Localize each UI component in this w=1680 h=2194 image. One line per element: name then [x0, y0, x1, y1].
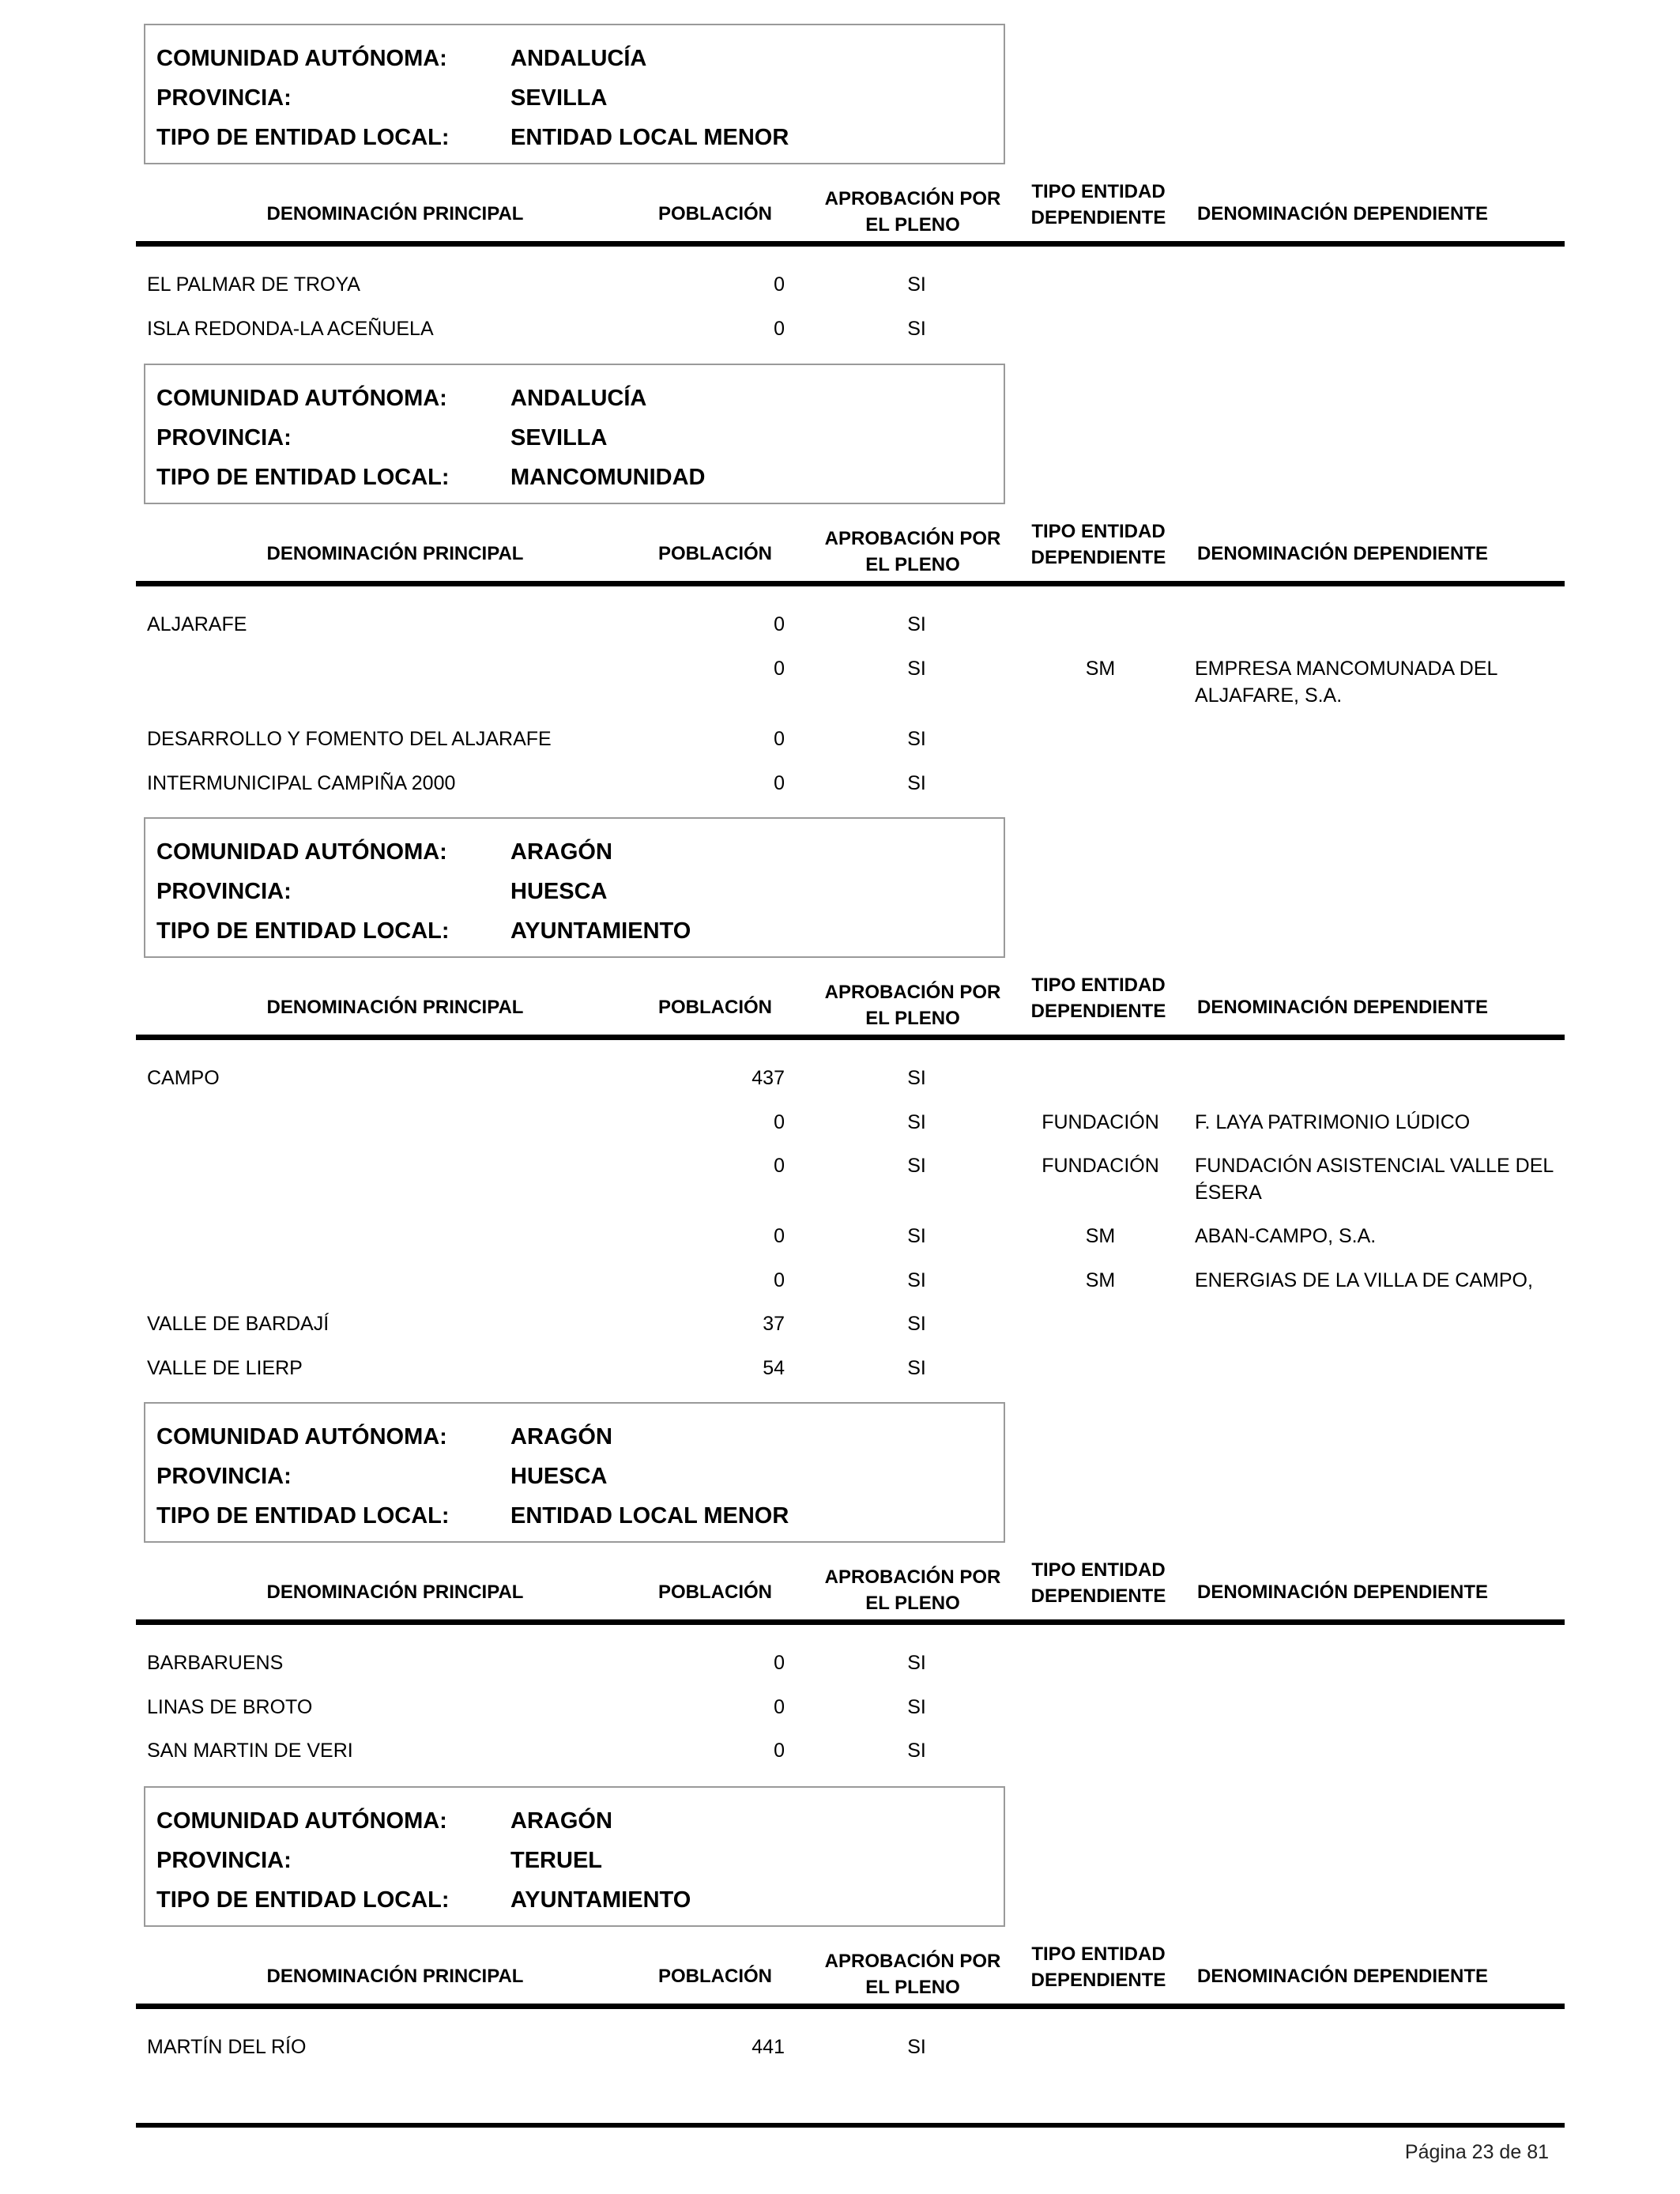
cell-tipo: FUNDACIÓN	[1042, 1155, 1159, 1177]
cell-poblacion: 437	[751, 1067, 785, 1089]
cell-aprobacion: SI	[907, 1067, 926, 1089]
provincia-value: TERUEL	[510, 1848, 602, 1873]
cell-poblacion: 0	[774, 1696, 785, 1718]
col-header-aprobacion	[814, 186, 1011, 238]
comunidad-value: ARAGÓN	[510, 1424, 612, 1449]
col-header-dependiente: DENOMINACIÓN DEPENDIENTE	[1197, 1966, 1489, 1987]
header-rule	[136, 581, 1565, 586]
cell-principal: CAMPO	[147, 1067, 220, 1089]
cell-aprobacion: SI	[907, 1740, 926, 1762]
col-header-tipo-line2: DEPENDIENTE	[1030, 1970, 1166, 1991]
comunidad-value: ANDALUCÍA	[510, 386, 647, 411]
col-header-dependiente: DENOMINACIÓN DEPENDIENTE	[1197, 543, 1489, 564]
cell-principal: BARBARUENS	[147, 1652, 284, 1674]
provincia-label: PROVINCIA:	[156, 1848, 292, 1873]
cell-dependiente: ABAN-CAMPO, S.A.	[1195, 1225, 1377, 1247]
cell-aprobacion: SI	[907, 1225, 926, 1247]
tipo-value: MANCOMUNIDAD	[510, 465, 706, 490]
provincia-value: SEVILLA	[510, 425, 608, 450]
comunidad-label: COMUNIDAD AUTÓNOMA:	[156, 839, 447, 865]
col-header-tipo	[1019, 1941, 1177, 1993]
comunidad-label: COMUNIDAD AUTÓNOMA:	[156, 386, 447, 411]
cell-aprobacion: SI	[907, 658, 926, 680]
col-header-aprobacion-line2: EL PLENO	[865, 554, 960, 575]
provincia-value: HUESCA	[510, 1464, 608, 1489]
cell-poblacion: 0	[774, 613, 785, 635]
cell-principal: SAN MARTIN DE VERI	[147, 1740, 353, 1762]
col-header-tipo-line2: DEPENDIENTE	[1030, 547, 1166, 568]
provincia-label: PROVINCIA:	[156, 425, 292, 450]
col-header-principal: DENOMINACIÓN PRINCIPAL	[266, 203, 524, 224]
tipo-label: TIPO DE ENTIDAD LOCAL:	[156, 1887, 450, 1913]
col-header-aprobacion-line2: EL PLENO	[865, 214, 960, 236]
col-header-principal: DENOMINACIÓN PRINCIPAL	[266, 1966, 524, 1987]
cell-poblacion: 0	[774, 1269, 785, 1291]
cell-principal: VALLE DE BARDAJÍ	[147, 1313, 330, 1335]
col-header-poblacion: POBLACIÓN	[658, 1581, 772, 1603]
col-header-poblacion: POBLACIÓN	[658, 1966, 772, 1987]
provincia-label: PROVINCIA:	[156, 1464, 292, 1489]
col-header-dependiente: DENOMINACIÓN DEPENDIENTE	[1197, 203, 1489, 224]
cell-dependiente: ENERGIAS DE LA VILLA DE CAMPO,	[1195, 1269, 1533, 1291]
cell-poblacion: 0	[774, 1652, 785, 1674]
cell-aprobacion: SI	[907, 1155, 926, 1177]
col-header-dependiente: DENOMINACIÓN DEPENDIENTE	[1197, 997, 1489, 1018]
cell-principal: DESARROLLO Y FOMENTO DEL ALJARAFE	[147, 728, 552, 750]
cell-poblacion: 0	[774, 728, 785, 750]
cell-aprobacion: SI	[907, 1313, 926, 1335]
cell-aprobacion: SI	[907, 1696, 926, 1718]
col-header-principal: DENOMINACIÓN PRINCIPAL	[266, 1581, 524, 1603]
provincia-label: PROVINCIA:	[156, 879, 292, 904]
cell-poblacion: 0	[774, 273, 785, 296]
col-header-tipo-line2: DEPENDIENTE	[1030, 1001, 1166, 1022]
col-header-aprobacion	[814, 526, 1011, 578]
region-info-box	[144, 364, 1005, 504]
cell-tipo: SM	[1085, 1225, 1116, 1247]
tipo-value: AYUNTAMIENTO	[510, 918, 691, 944]
col-header-aprobacion-line2: EL PLENO	[865, 1593, 960, 1614]
col-header-tipo-line1: TIPO ENTIDAD	[1031, 1943, 1166, 1965]
header-rule	[136, 1035, 1565, 1040]
footer-rule	[136, 2123, 1565, 2128]
col-header-tipo-line1: TIPO ENTIDAD	[1031, 521, 1166, 542]
provincia-label: PROVINCIA:	[156, 85, 292, 111]
col-header-tipo	[1019, 1557, 1177, 1609]
tipo-label: TIPO DE ENTIDAD LOCAL:	[156, 1503, 450, 1529]
cell-dependiente: F. LAYA PATRIMONIO LÚDICO	[1195, 1111, 1471, 1133]
provincia-value: HUESCA	[510, 879, 608, 904]
tipo-label: TIPO DE ENTIDAD LOCAL:	[156, 918, 450, 944]
cell-principal: VALLE DE LIERP	[147, 1357, 303, 1379]
cell-aprobacion: SI	[907, 273, 926, 296]
col-header-aprobacion-line1: APROBACIÓN POR	[824, 188, 1001, 209]
col-header-poblacion: POBLACIÓN	[658, 203, 772, 224]
col-header-tipo-line1: TIPO ENTIDAD	[1031, 974, 1166, 996]
col-header-aprobacion-line2: EL PLENO	[865, 1008, 960, 1029]
cell-principal: ISLA REDONDA-LA ACEÑUELA	[147, 318, 434, 340]
cell-tipo: SM	[1085, 1269, 1116, 1291]
col-header-poblacion: POBLACIÓN	[658, 543, 772, 564]
header-rule	[136, 2004, 1565, 2009]
comunidad-value: ANDALUCÍA	[510, 46, 647, 71]
cell-dependiente-line1: EMPRESA MANCOMUNADA DEL	[1195, 658, 1498, 680]
col-header-aprobacion	[814, 1948, 1011, 2000]
tipo-value: ENTIDAD LOCAL MENOR	[510, 125, 789, 150]
region-info-box	[144, 1402, 1005, 1543]
cell-aprobacion: SI	[907, 1111, 926, 1133]
cell-principal: EL PALMAR DE TROYA	[147, 273, 360, 296]
header-rule	[136, 1619, 1565, 1625]
col-header-tipo-line2: DEPENDIENTE	[1030, 1585, 1166, 1607]
cell-principal: MARTÍN DEL RÍO	[147, 2036, 307, 2058]
col-header-aprobacion-line2: EL PLENO	[865, 1977, 960, 1998]
col-header-aprobacion	[814, 979, 1011, 1031]
cell-dependiente-line1: FUNDACIÓN ASISTENCIAL VALLE DEL	[1195, 1155, 1554, 1177]
comunidad-value: ARAGÓN	[510, 1808, 612, 1834]
cell-aprobacion: SI	[907, 728, 926, 750]
cell-aprobacion: SI	[907, 613, 926, 635]
cell-poblacion: 0	[774, 318, 785, 340]
col-header-aprobacion-line1: APROBACIÓN POR	[824, 1951, 1001, 1972]
cell-aprobacion: SI	[907, 772, 926, 794]
cell-dependiente	[1195, 1152, 1566, 1206]
region-info-box	[144, 817, 1005, 958]
provincia-value: SEVILLA	[510, 85, 608, 111]
cell-principal: INTERMUNICIPAL CAMPIÑA 2000	[147, 772, 456, 794]
tipo-value: ENTIDAD LOCAL MENOR	[510, 1503, 789, 1529]
region-info-box	[144, 24, 1005, 164]
tipo-label: TIPO DE ENTIDAD LOCAL:	[156, 465, 450, 490]
comunidad-label: COMUNIDAD AUTÓNOMA:	[156, 1808, 447, 1834]
cell-principal: ALJARAFE	[147, 613, 247, 635]
col-header-aprobacion	[814, 1564, 1011, 1616]
col-header-principal: DENOMINACIÓN PRINCIPAL	[266, 543, 524, 564]
col-header-dependiente: DENOMINACIÓN DEPENDIENTE	[1197, 1581, 1489, 1603]
region-info-box	[144, 1786, 1005, 1927]
cell-dependiente-line2: ALJAFARE, S.A.	[1195, 684, 1343, 707]
col-header-tipo-line2: DEPENDIENTE	[1030, 207, 1166, 228]
cell-poblacion: 37	[763, 1313, 785, 1335]
cell-aprobacion: SI	[907, 1652, 926, 1674]
cell-poblacion: 0	[774, 658, 785, 680]
header-rule	[136, 241, 1565, 247]
cell-poblacion: 54	[763, 1357, 785, 1379]
cell-aprobacion: SI	[907, 318, 926, 340]
cell-poblacion: 0	[774, 1111, 785, 1133]
cell-poblacion: 0	[774, 1740, 785, 1762]
cell-dependiente-line2: ÉSERA	[1195, 1182, 1262, 1204]
col-header-tipo	[1019, 972, 1177, 1024]
cell-dependiente	[1195, 655, 1566, 709]
page-number: Página 23 de 81	[1404, 2141, 1549, 2163]
tipo-value: AYUNTAMIENTO	[510, 1887, 691, 1913]
col-header-principal: DENOMINACIÓN PRINCIPAL	[266, 997, 524, 1018]
comunidad-label: COMUNIDAD AUTÓNOMA:	[156, 46, 447, 71]
cell-tipo: SM	[1085, 658, 1116, 680]
col-header-aprobacion-line1: APROBACIÓN POR	[824, 982, 1001, 1003]
cell-poblacion: 0	[774, 1155, 785, 1177]
col-header-poblacion: POBLACIÓN	[658, 997, 772, 1018]
cell-aprobacion: SI	[907, 1357, 926, 1379]
cell-principal: LINAS DE BROTO	[147, 1696, 313, 1718]
cell-poblacion: 0	[774, 1225, 785, 1247]
tipo-label: TIPO DE ENTIDAD LOCAL:	[156, 125, 450, 150]
col-header-tipo-line1: TIPO ENTIDAD	[1031, 1559, 1166, 1581]
comunidad-label: COMUNIDAD AUTÓNOMA:	[156, 1424, 447, 1449]
col-header-aprobacion-line1: APROBACIÓN POR	[824, 528, 1001, 549]
col-header-aprobacion-line1: APROBACIÓN POR	[824, 1566, 1001, 1588]
comunidad-value: ARAGÓN	[510, 839, 612, 865]
cell-poblacion: 441	[751, 2036, 785, 2058]
col-header-tipo	[1019, 518, 1177, 571]
col-header-tipo-line1: TIPO ENTIDAD	[1031, 181, 1166, 202]
cell-aprobacion: SI	[907, 2036, 926, 2058]
cell-aprobacion: SI	[907, 1269, 926, 1291]
cell-tipo: FUNDACIÓN	[1042, 1111, 1159, 1133]
col-header-tipo	[1019, 179, 1177, 231]
cell-poblacion: 0	[774, 772, 785, 794]
